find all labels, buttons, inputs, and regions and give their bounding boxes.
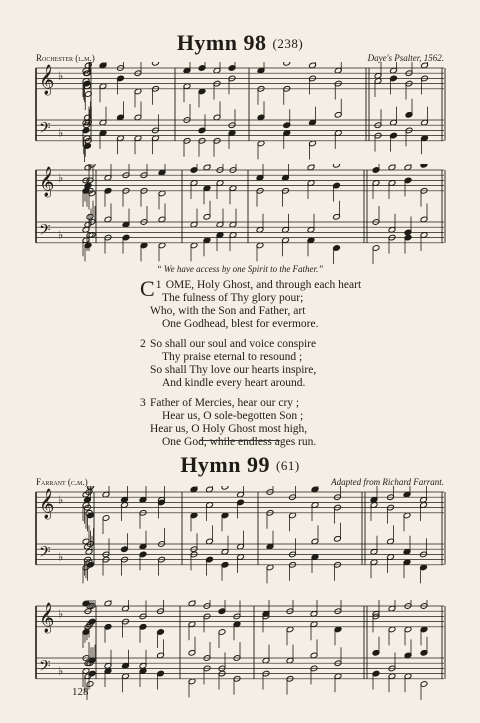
treble-clef-icon: 𝄞: [39, 488, 55, 519]
stanza-3-number: 3: [140, 397, 146, 409]
treble-clef-icon: 𝄞: [39, 602, 55, 633]
flat-icon: ♭: [58, 550, 64, 564]
hymn-99-title-text: Hymn 99: [180, 452, 270, 477]
hymn-98-alt-number: (238): [272, 36, 304, 51]
bass-clef-icon: 𝄢: [39, 657, 51, 679]
hymn-99-tune-name: Farrant (c.m.): [36, 477, 88, 487]
stanza-line: Hear us, O sole-begotten Son ;: [162, 410, 304, 422]
stanza-1-dropcap: C: [140, 276, 155, 301]
flat-icon: ♭: [58, 607, 64, 621]
stanza-line: OME, Holy Ghost, and through each heart: [165, 279, 362, 291]
hymn-99-system-1: [0, 486, 480, 586]
bass-clef-icon: 𝄢: [39, 119, 51, 141]
stanza-line: One God, while endless ages run.: [162, 436, 317, 448]
stanza-1-number: 1: [155, 279, 162, 291]
hymn-98-system-2: [0, 164, 480, 264]
hymn-98-system-1: [0, 62, 480, 162]
bass-clef-icon: 𝄢: [39, 543, 51, 565]
stanza-1: [140, 276, 440, 331]
flat-icon: ♭: [58, 228, 64, 242]
flat-icon: ♭: [58, 69, 64, 83]
stanza-line: Father of Mercies, hear our cry ;: [150, 397, 300, 409]
hymn-98-verses: [140, 276, 440, 456]
hymn-98-source: Daye's Psalter, 1562.: [367, 53, 444, 63]
stanza-line: Thy praise eternal to resound ;: [162, 351, 303, 363]
flat-icon: ♭: [58, 126, 64, 140]
flat-icon: ♭: [58, 171, 64, 185]
hymn-99-alt-number: (61): [276, 458, 300, 473]
bass-clef-icon: 𝄢: [39, 221, 51, 243]
page-number: 128: [72, 686, 89, 698]
stanza-line: One Godhead, blest for evermore.: [162, 318, 319, 330]
stanza-line: And kindle every heart around.: [162, 377, 306, 389]
flat-icon: ♭: [58, 493, 64, 507]
flat-icon: ♭: [58, 664, 64, 678]
hymn-99-system-2: [0, 600, 480, 700]
stanza-line: Who, with the Son and Father, art: [150, 305, 306, 317]
hymn-98-epigraph: “ We have access by one Spirit to the Father.”: [156, 264, 324, 274]
treble-clef-icon: 𝄞: [39, 64, 55, 95]
stanza-line: Hear us, O Holy Ghost most high,: [150, 423, 308, 435]
stanza-line: The fulness of Thy glory pour;: [162, 292, 304, 304]
stanza-line: So shall Thy love our hearts inspire,: [150, 364, 317, 376]
stanza-line: So shall our soul and voice conspire: [150, 338, 317, 350]
treble-clef-icon: 𝄞: [39, 166, 55, 197]
hymn-98-title-text: Hymn 98: [176, 30, 267, 55]
section-divider: [200, 440, 280, 441]
stanza-2: [140, 338, 440, 390]
stanza-2-number: 2: [140, 338, 146, 350]
hymn-99-title: [0, 452, 480, 478]
stanza-3: [140, 397, 440, 449]
hymn-98-tune-name: Rochester (l.m.): [36, 53, 95, 63]
hymn-99-source: Adapted from Richard Farrant.: [331, 477, 444, 487]
